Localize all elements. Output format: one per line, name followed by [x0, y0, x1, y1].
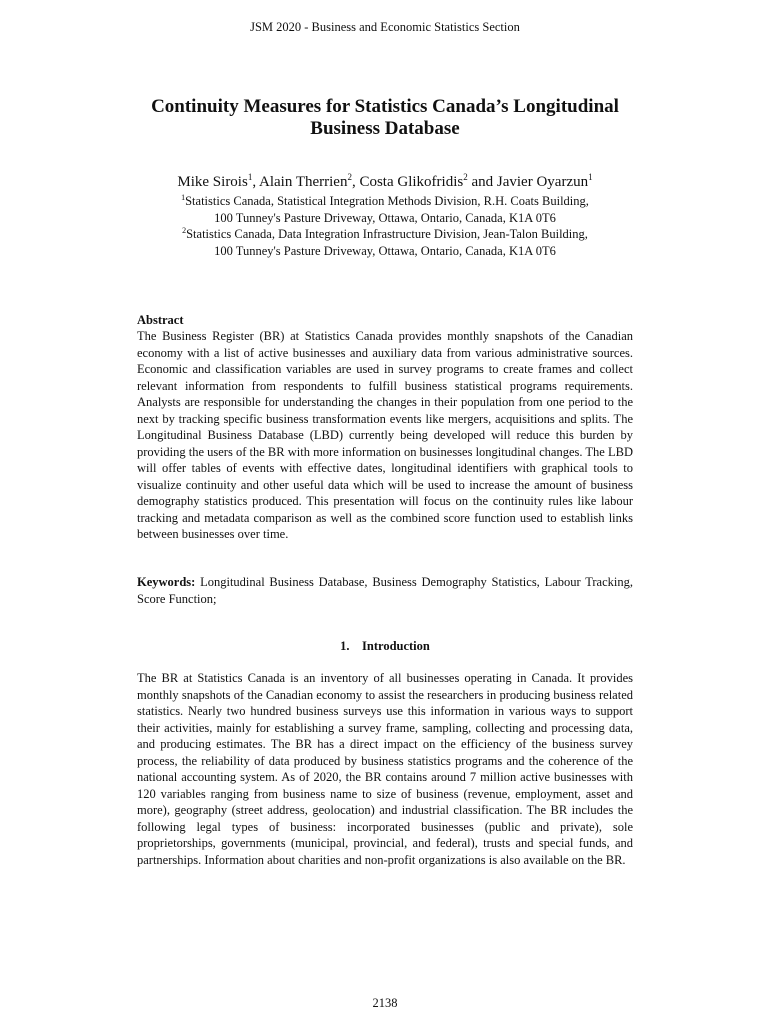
- author-name: Costa Glikofridis: [359, 174, 464, 190]
- author-affiliation-marker: 2: [347, 172, 352, 182]
- author-list: [80, 172, 690, 192]
- author-separator: and: [467, 174, 497, 190]
- affiliation-line: [100, 193, 670, 210]
- introduction-body: The BR at Statistics Canada is an inventory of all businesses operating in Canada. It provides monthly snapshots of the Canadian economy to assist the researchers in producing business related statistics. Nearly two hundred business surveys use this information in various ways to support their activities, mainly for establishing a survey frame, sampling, collecting and processing data, and producing estimates. The BR has a direct impact on the efficiency of the business survey process, the reliability of data produced by business statistics programs and the coherence of the national accounting system. As of 2020, the BR contains around 7 million active businesses with 120 variables ranging from business name to size of business (revenue, employment, asset and more), geography (street address, geolocation) and industrial classification. The BR includes the following legal types of business: incorporated businesses (public and private), sole proprietorships, governments (municipal, provincial, and federal), trusts and special funds, and partnerships. Information about charities and non-profit organizations is also available on the BR.: [137, 671, 633, 867]
- keywords-paragraph: [137, 574, 633, 607]
- author-separator: ,: [351, 174, 360, 190]
- affiliation-line: [100, 243, 670, 260]
- affiliation-text: 100 Tunney's Pasture Driveway, Ottawa, Ontario, Canada, K1A 0T6: [214, 210, 556, 225]
- paper-title: Continuity Measures for Statistics Canada’s Longitudinal Business Database: [151, 96, 619, 139]
- running-header: JSM 2020 - Business and Economic Statistics Section: [250, 20, 520, 34]
- affiliation-marker: 1: [181, 193, 186, 202]
- abstract-body: The Business Register (BR) at Statistics Canada provides monthly snapshots of the Canadian economy with a list of active businesses and auxiliary data from various administrative sources. Economic and classification variables are used in survey programs to create frames and collect relevant information from respondents to fulfill business statistical programs requirements. Analysts are responsible for understanding the changes in their population from one period to the next by tracking specific business transformation events like mergers, acquisitions and splits. The Longitudinal Business Database (LBD) currently being developed will reduce this burden by providing the users of the BR with more information on businesses longitudinal changes. The LBD will offer tables of events with effective dates, longitudinal identifiers with graphical tools to visualize continuity and other useful data which will be used to increase the amount of business demography statistics produced. This presentation will focus on the continuity rules like labour tracking and metadata comparison as well as the combined score function used to establish links between businesses over time.: [137, 329, 633, 541]
- author-name: Javier Oyarzun: [496, 174, 589, 190]
- keywords-label: Keywords:: [137, 575, 196, 589]
- affiliation-line: [100, 210, 670, 227]
- affiliation-line: [100, 226, 670, 243]
- keywords-text: Longitudinal Business Database, Business Demography Statistics, Labour Tracking, Score Function;: [137, 575, 633, 606]
- author-separator: ,: [252, 174, 260, 190]
- author-affiliation-marker: 1: [588, 172, 593, 182]
- author-affiliation-marker: 2: [463, 172, 468, 182]
- page-number: 2138: [372, 996, 398, 1010]
- author-name: Mike Sirois: [177, 174, 248, 190]
- section-heading-introduction: 1. Introduction: [340, 639, 430, 653]
- author-affiliation-marker: 1: [247, 172, 253, 182]
- abstract-heading: Abstract: [137, 313, 184, 327]
- affiliation-list: [100, 193, 670, 259]
- affiliation-text: Statistics Canada, Data Integration Infrastructure Division, Jean-Talon Building,: [186, 227, 588, 241]
- affiliation-text: 100 Tunney's Pasture Driveway, Ottawa, Ontario, Canada, K1A 0T6: [214, 243, 556, 258]
- author-name: Alain Therrien: [259, 174, 348, 190]
- affiliation-marker: 2: [182, 226, 187, 235]
- affiliation-text: Statistics Canada, Statistical Integration Methods Division, R.H. Coats Building,: [185, 194, 589, 208]
